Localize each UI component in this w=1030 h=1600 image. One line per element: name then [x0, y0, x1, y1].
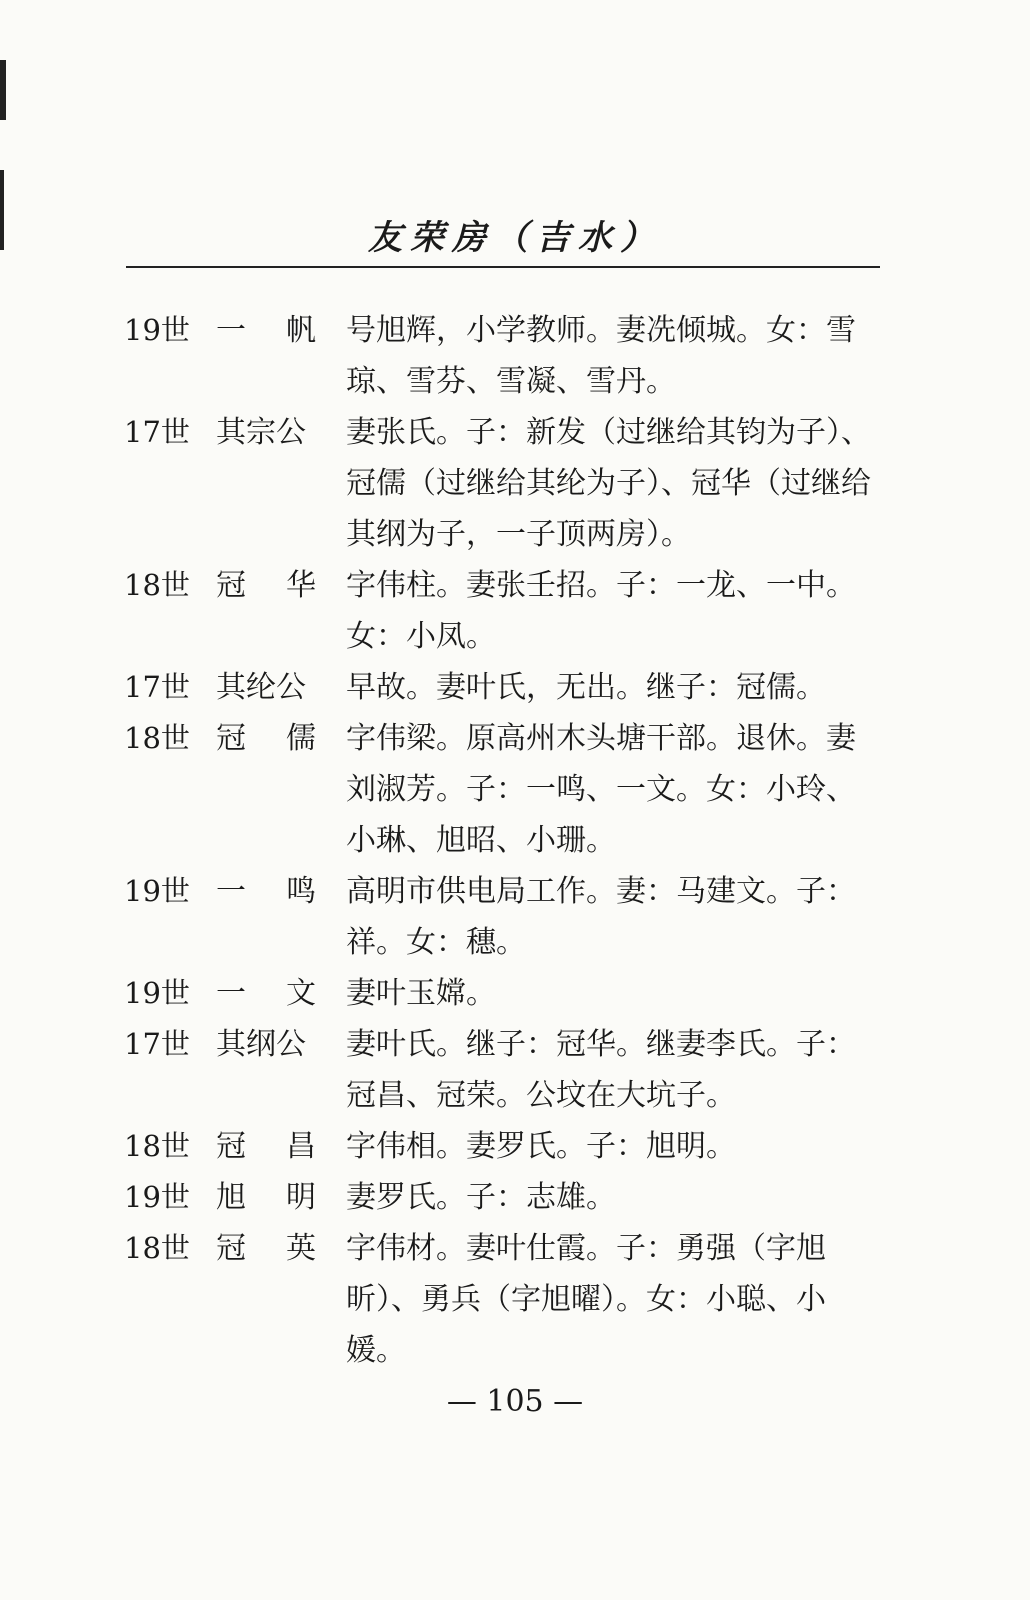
entry-name-char: 文	[286, 976, 316, 1011]
entry-name-text: 其纶公	[216, 670, 306, 705]
entry-generation: 17世	[124, 415, 190, 449]
entry-generation: 17世	[124, 1027, 190, 1061]
entry-description: 妻叶玉嫦。	[346, 976, 496, 1011]
entry-name	[216, 1121, 316, 1172]
genealogy-entries	[124, 305, 884, 1376]
entry-guanru	[124, 713, 884, 866]
entry-name-text: 其宗公	[216, 415, 306, 450]
entry-description: 字伟梁。原高州木头塘干部。退休。妻刘淑芳。子：一鸣、一文。女：小玲、小琳、旭昭、小珊。	[346, 721, 856, 858]
entry-description: 高明市供电局工作。妻：马建文。子：祥。女：穗。	[346, 874, 856, 960]
entry-generation: 19世	[124, 976, 190, 1010]
entry-name-char: 冠	[216, 1129, 246, 1164]
entry-yiwen	[124, 968, 884, 1019]
entry-description: 字伟柱。妻张壬招。子：一龙、一中。女：小凤。	[346, 568, 856, 654]
entry-guanhua	[124, 560, 884, 662]
entry-name-char: 冠	[216, 568, 246, 603]
entry-name	[216, 1172, 316, 1223]
entry-generation: 18世	[124, 568, 190, 602]
entry-yiming	[124, 866, 884, 968]
entry-description: 早故。妻叶氏，无出。继子：冠儒。	[346, 670, 826, 705]
entry-qizong	[124, 407, 884, 560]
scan-edge-mark-top	[0, 60, 6, 120]
entry-name	[216, 662, 316, 713]
entry-name-char: 儒	[286, 721, 316, 756]
entry-yifan	[124, 305, 884, 407]
entry-name-char: 冠	[216, 721, 246, 756]
entry-name	[216, 866, 316, 917]
entry-name-char: 冠	[216, 1231, 246, 1266]
entry-guanying	[124, 1223, 884, 1376]
entry-name	[216, 407, 316, 458]
entry-name	[216, 1019, 316, 1070]
entry-name-char: 明	[286, 1180, 316, 1215]
entry-name-char: 鸣	[286, 874, 316, 909]
entry-generation: 18世	[124, 1231, 190, 1265]
entry-name	[216, 1223, 316, 1274]
entry-name	[216, 560, 316, 611]
header-rule	[126, 266, 880, 268]
entry-name-char: 一	[216, 313, 246, 348]
entry-description: 妻叶氏。继子：冠华。继妻李氏。子：冠昌、冠荣。公坟在大坑子。	[346, 1027, 856, 1113]
entry-name-char: 一	[216, 874, 246, 909]
entry-name-char: 英	[286, 1231, 316, 1266]
entry-description: 妻张氏。子：新发（过继给其钧为子）、冠儒（过继给其纶为子）、冠华（过继给其纲为子，一子顶两房）。	[346, 415, 871, 552]
page-number: — 105 —	[446, 1384, 584, 1419]
entry-name	[216, 713, 316, 764]
entry-qilun	[124, 662, 884, 713]
entry-generation: 18世	[124, 721, 190, 755]
entry-description: 字伟相。妻罗氏。子：旭明。	[346, 1129, 736, 1164]
entry-description: 号旭辉，小学教师。妻冼倾城。女：雪琼、雪芬、雪凝、雪丹。	[346, 313, 856, 399]
entry-generation: 19世	[124, 874, 190, 908]
entry-description: 字伟材。妻叶仕霞。子：勇强（字旭昕）、勇兵（字旭曜）。女：小聪、小媛。	[346, 1231, 826, 1368]
entry-name-char: 一	[216, 976, 246, 1011]
entry-name-char: 帆	[286, 313, 316, 348]
entry-xuming	[124, 1172, 884, 1223]
entry-name-char: 旭	[216, 1180, 246, 1215]
page-header-title: 友荣房（吉水）	[368, 218, 662, 258]
entry-name-text: 其纲公	[216, 1027, 306, 1062]
entry-name	[216, 968, 316, 1019]
entry-description: 妻罗氏。子：志雄。	[346, 1180, 616, 1215]
entry-qigang	[124, 1019, 884, 1121]
entry-name	[216, 305, 316, 356]
entry-name-char: 华	[286, 568, 316, 603]
entry-guanchang	[124, 1121, 884, 1172]
entry-generation: 18世	[124, 1129, 190, 1163]
entry-generation: 17世	[124, 670, 190, 704]
entry-generation: 19世	[124, 313, 190, 347]
entry-generation: 19世	[124, 1180, 190, 1214]
entry-name-char: 昌	[286, 1129, 316, 1164]
